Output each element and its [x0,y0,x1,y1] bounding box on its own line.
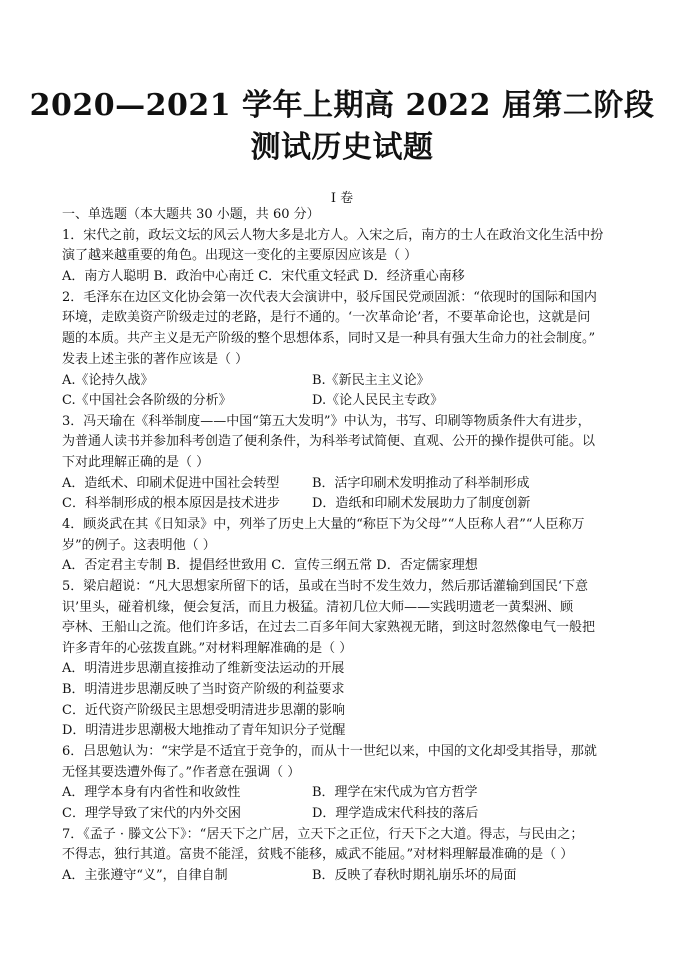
question-7-line-2: 不得志，独行其道。富贵不能淫，贫贱不能移，威武不能屈。”对材料理解最准确的是（ ） [62,847,574,862]
question-6-option-c: C．理学导致了宋代的内外交困 [62,806,241,821]
exam-title-line2: 测试历史试题 [250,130,434,165]
question-6-option-b: B．理学在宋代成为官方哲学 [312,785,478,800]
question-2-line-1: 2．毛泽东在边区文化协会第一次代表大会演讲中，驳斥国民党顽固派：“依现时的国际和国内 [62,290,597,305]
question-2-line-3: 题的本质。共产主义是无产阶级的整个思想体系，同时又是一种具有强大生命力的社会制度。” [62,331,596,346]
question-3-line-2: 为普通人读书并参加科考创造了便利条件，为科举考试简便、直观、公开的操作提供可能。以 [62,434,596,449]
question-3-option-c: C．科举制形成的根本原因是技术进步 [62,496,280,511]
question-5-option-b: B．明清进步思潮反映了当时资产阶级的利益要求 [62,682,345,697]
question-5-option-a: A．明清进步思潮直接推动了维新变法运动的开展 [62,661,345,676]
question-6-option-a: A．理学本身有内省性和收敛性 [62,785,241,800]
question-5-option-d: D．明清进步思潮极大地推动了青年知识分子觉醒 [62,723,346,738]
question-2-option-a: A.《论持久战》 [62,373,154,388]
volume-label: I 卷 [330,191,354,206]
question-3-line-1: 3．冯天瑜在《科举制度——中国“第五大发明”》中认为，书写、印刷等物质条件大有进步， [62,414,591,429]
question-3-option-d: D．造纸和印刷术发展助力了制度创新 [312,496,531,511]
question-7-option-a: A．主张遵守“义”，自律自制 [62,868,228,883]
question-4-options: A．否定君主专制 B．提倡经世致用 C．宣传三纲五常 D．否定儒家理想 [62,558,478,573]
question-5-line-4: 许多青年的心弦拨直跳。”对材料理解准确的是（ ） [62,641,353,656]
question-3-option-a: A．造纸术、印刷术促进中国社会转型 [62,476,280,491]
question-7-line-1: 7．《孟子 · 滕文公下》：“居天下之广居，立天下之正位，行天下之大道。得志，与民由之； [62,827,584,842]
question-4-line-2: 岁”的例子。这表明他（ ） [62,538,216,553]
question-5-line-1: 5．梁启超说：“凡大思想家所留下的话，虽或在当时不发生效力，然后那话灌输到国民‘下意 [62,579,589,594]
question-6-option-d: D．理学造成宋代科技的落后 [312,806,479,821]
question-3-option-b: B．活字印刷术发明推动了科举制形成 [312,476,530,491]
question-6-line-2: 无怪其要迭遭外侮了。”作者意在强调（ ） [62,765,301,780]
question-3-line-3: 下对此理解正确的是（ ） [62,455,210,470]
question-6-line-1: 6．吕思勉认为：“宋学是不适宜于竞争的，而从十一世纪以来，中国的文化却受其指导，那就 [62,744,597,759]
question-1-line-1: 1．宋代之前，政坛文坛的风云人物大多是北方人。入宋之后，南方的士人在政治文化生活中扮 [62,228,604,243]
question-5-option-c: C．近代资产阶级民主思想受明清进步思潮的影响 [62,703,345,718]
exam-title-line1: 2020—2021 学年上期高 2022 届第二阶段 [29,88,655,123]
question-2-line-2: 环境，走欧美资产阶级走过的老路，是行不通的。‘一次革命论’者，不要革命论也，这就是问 [62,310,591,325]
question-2-option-b: B.《新民主主义论》 [312,373,430,388]
question-2-option-d: D.《论人民民主专政》 [312,393,444,408]
question-4-line-1: 4．顾炎武在其《日知录》中，列举了历史上大量的“称臣下为父母”“人臣称人君”“人臣称万 [62,517,585,532]
question-1-line-2: 演了越来越重要的角色。出现这一变化的主要原因应该是（ ） [62,248,418,263]
question-1-options: A．南方人聪明 B．政治中心南迁 C．宋代重文轻武 D．经济重心南移 [62,269,465,284]
section-heading: 一、单选题（本大题共 30 小题，共 60 分） [62,207,320,222]
question-7-option-b: B．反映了春秋时期礼崩乐坏的局面 [312,868,517,883]
question-2-option-c: C.《中国社会各阶级的分析》 [62,393,232,408]
question-2-line-4: 发表上述主张的著作应该是（ ） [62,352,249,367]
question-5-line-3: 亭林、王船山之流。他们许多话，在过去二百多年间大家熟视无睹，到这时忽然像电气一般把 [62,620,596,635]
question-5-line-2: 识’里头，碰着机缘，便会复活，而且力极猛。清初几位大师——实践明遗老一黄梨洲、顾 [62,600,574,615]
